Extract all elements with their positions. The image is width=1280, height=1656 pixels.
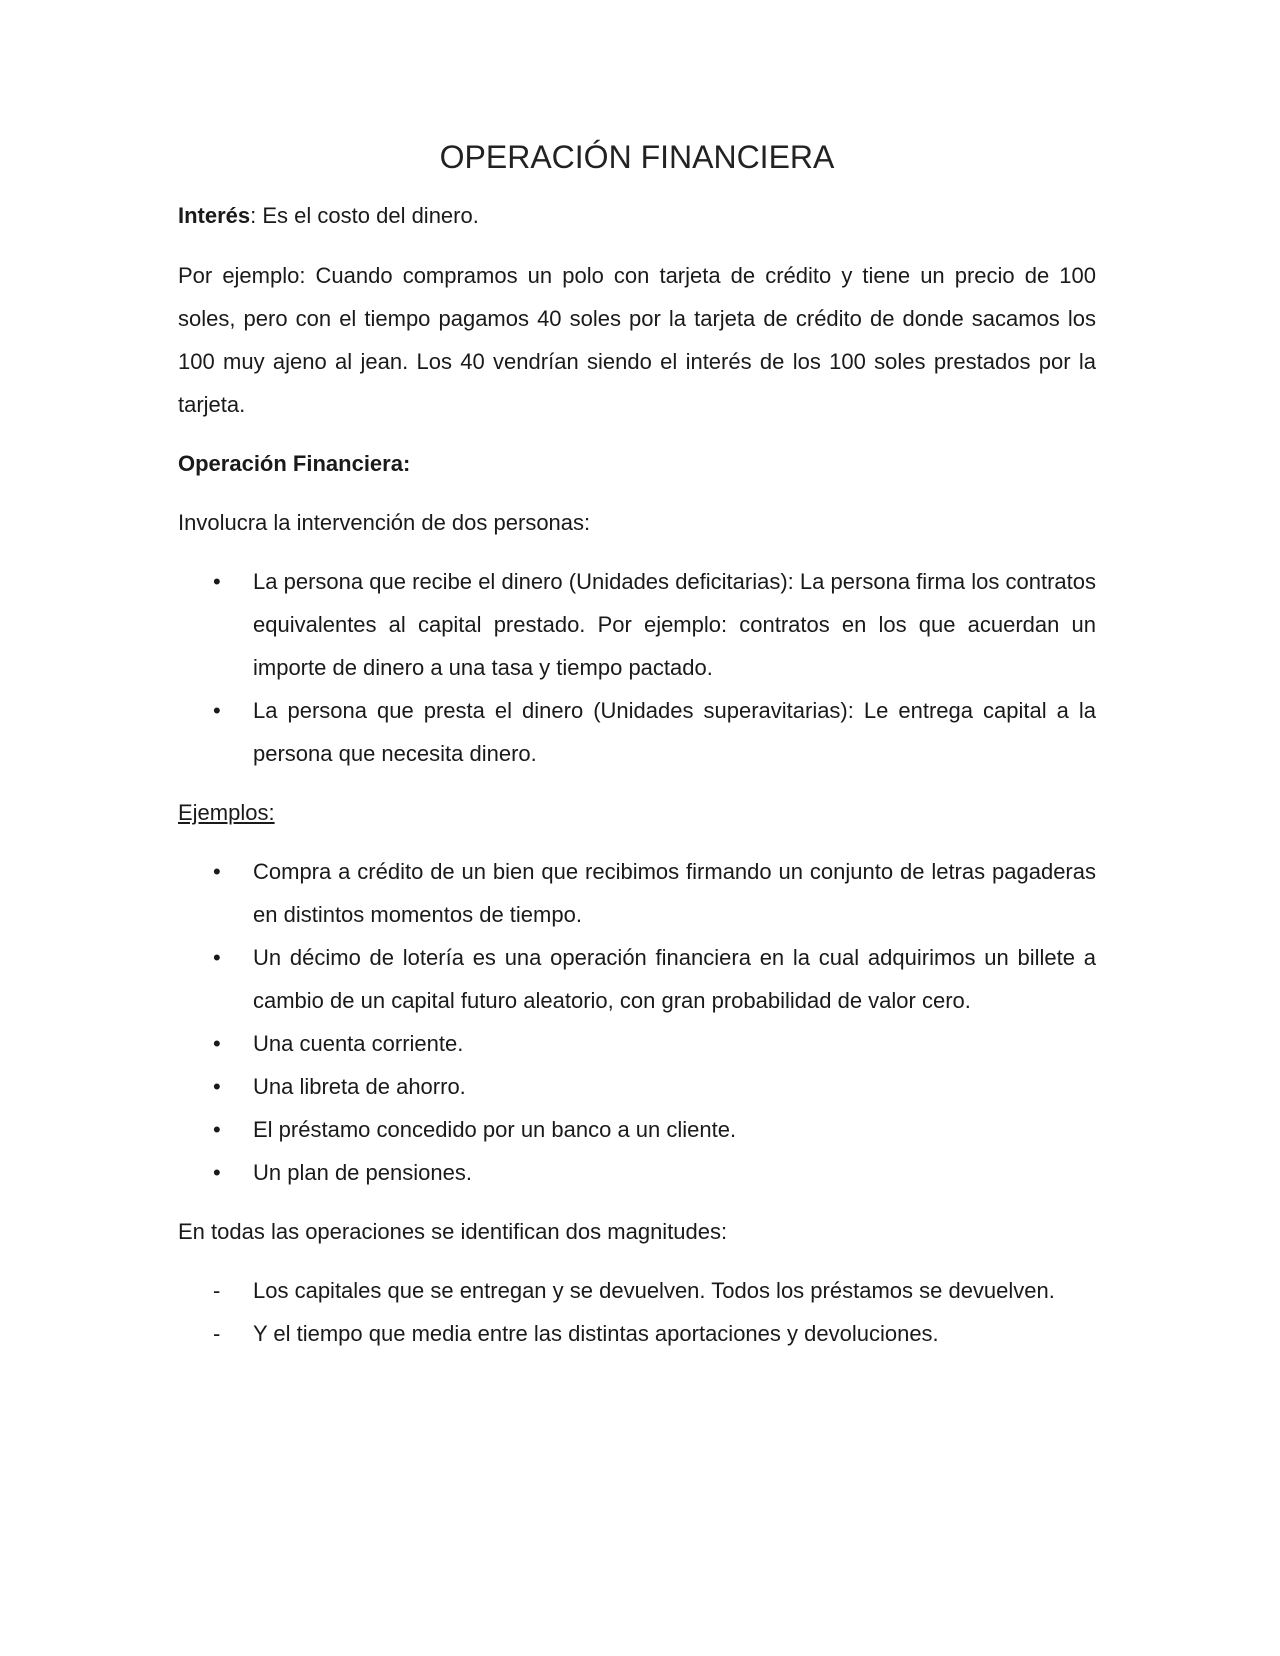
list-item-text: Un plan de pensiones.: [253, 1160, 472, 1186]
list-item-text: El préstamo concedido por un banco a un cliente.: [253, 1117, 737, 1143]
bullet-icon: •: [213, 698, 221, 724]
list-item-text: Una cuenta corriente.: [253, 1031, 464, 1057]
list-item-text: Un décimo de lotería es una operación financiera en la cual adquirimos un billete a cambio de un capital futuro aleatorio, con gran probabilidad de valor cero.: [253, 945, 1096, 1014]
list-item-text: Y el tiempo que media entre las distintas aportaciones y devoluciones.: [253, 1321, 939, 1347]
bullet-icon: •: [213, 1031, 221, 1057]
document-title: OPERACIÓN FINANCIERA: [439, 139, 835, 175]
list-item-text: Una libreta de ahorro.: [253, 1074, 466, 1100]
magnitudes-paragraph: En todas las operaciones se identifican dos magnitudes:: [178, 1219, 728, 1245]
list-item: [178, 1312, 1096, 1355]
bullet-icon: •: [213, 859, 221, 885]
involucra-paragraph: Involucra la intervención de dos personas:: [178, 510, 591, 536]
ejemplo-paragraph: Por ejemplo: Cuando compramos un polo con tarjeta de crédito y tiene un precio de 100 soles, pero con el tiempo pagamos 40 soles por la tarjeta de crédito de donde sacamos los 100 muy ajeno al jean. Los 40 vendrían siendo el interés de los 100 soles prestados por la tarjeta.: [178, 263, 1096, 418]
list-item-text: La persona que recibe el dinero (Unidades deficitarias): La persona firma los contratos equivalentes al capital prestado. Por ejemplo: contratos en los que acuerdan un importe de dinero a una tasa y tiempo pactado.: [253, 569, 1096, 681]
bullet-icon: •: [213, 945, 221, 971]
list-item: [178, 1108, 1096, 1151]
magnitudes-list: [178, 1269, 1096, 1355]
dash-icon: -: [213, 1321, 221, 1347]
personas-list: [178, 560, 1096, 775]
bullet-icon: •: [213, 1117, 221, 1143]
bullet-icon: •: [213, 1160, 221, 1186]
ejemplos-heading: Ejemplos:: [178, 800, 275, 826]
list-item-text: Los capitales que se entregan y se devuelven. Todos los préstamos se devuelven.: [253, 1278, 1055, 1304]
list-item: [178, 850, 1096, 936]
list-item-text: La persona que presta el dinero (Unidades superavitarias): Le entrega capital a la persona que necesita dinero.: [253, 698, 1096, 767]
list-item: [178, 1151, 1096, 1194]
document-page: [178, 138, 1096, 1371]
list-item: [178, 1022, 1096, 1065]
operacion-heading: Operación Financiera:: [178, 451, 411, 477]
list-item: [178, 1065, 1096, 1108]
list-item: [178, 1269, 1096, 1312]
ejemplos-list: [178, 850, 1096, 1194]
list-item: [178, 936, 1096, 1022]
list-item-text: Compra a crédito de un bien que recibimos firmando un conjunto de letras pagaderas en distintos momentos de tiempo.: [253, 859, 1096, 928]
interes-term: Interés: [178, 203, 251, 229]
interes-definition: : Es el costo del dinero.: [250, 203, 479, 229]
list-item: [178, 560, 1096, 689]
bullet-icon: •: [213, 569, 221, 595]
interes-paragraph: [178, 194, 1096, 237]
dash-icon: -: [213, 1278, 221, 1304]
bullet-icon: •: [213, 1074, 221, 1100]
list-item: [178, 689, 1096, 775]
